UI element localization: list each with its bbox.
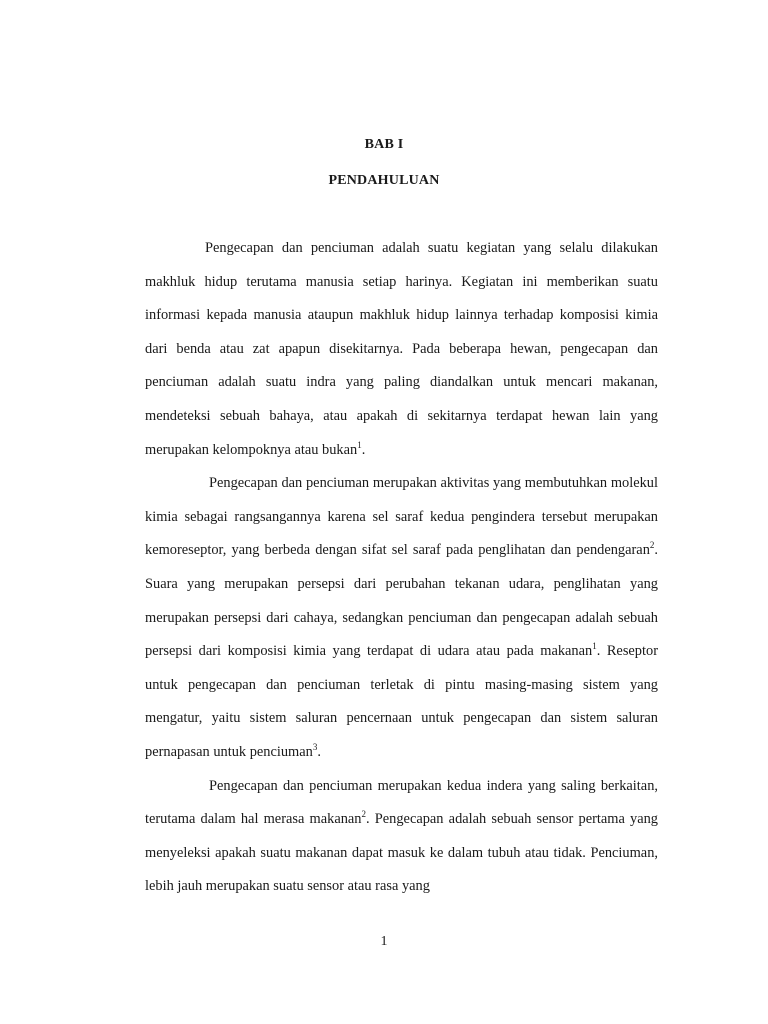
paragraph [145, 770, 658, 904]
paragraph-text: Pengecapan dan penciuman adalah suatu kegiatan yang selalu dilakukan makhluk hidup terutama manusia setiap harinya. Kegiatan ini memberikan suatu informasi kepada manusia ataupun makhluk hidup lainnya terhadap komposisi kimia dari benda atau zat apapun disekitarnya. Pada beberapa hewan, pengecapan dan penciuman adalah suatu indra yang paling diandalkan untuk mencari makanan, mendeteksi sebuah bahaya, atau apakah di sekitarnya terdapat hewan lain yang merupakan kelompoknya atau bukan [145, 240, 658, 458]
chapter-title: PENDAHULUAN [328, 173, 440, 188]
paragraph-text: . [361, 441, 366, 458]
paragraph-text: Pengecapan dan penciuman merupakan aktivitas yang membutuhkan molekul kimia sebagai rangsangannya karena sel saraf kedua pengindera tersebut merupakan kemoreseptor, yang berbeda dengan sifat sel saraf pada penglihatan dan pendengaran [145, 475, 658, 559]
footnote-ref: 2 [361, 809, 366, 820]
footnote-ref: 2 [649, 540, 655, 551]
paragraph [145, 232, 658, 467]
body-text [145, 232, 658, 904]
footnote-ref: 1 [357, 439, 362, 450]
paragraph-text: . Reseptor untuk pengecapan dan penciuman terletak di pintu masing-masing sistem yang mengatur, yaitu sistem saluran pencernaan untuk pengecapan dan sistem saluran pernapasan untuk penciuman [145, 643, 658, 760]
footnote-ref: 3 [312, 742, 318, 753]
paragraph [145, 467, 658, 769]
paragraph-text: . [317, 743, 321, 760]
paragraph-text: Pengecapan dan penciuman merupakan kedua indera yang saling berkaitan, terutama dalam hal merasa makanan [145, 777, 658, 828]
paragraph-text: . Suara yang merupakan persepsi dari perubahan tekanan udara, penglihatan yang merupakan persepsi dari cahaya, sedangkan penciuman dan pengecapan adalah sebuah persepsi dari komposisi kimia yang terdapat di udara atau pada makanan [145, 542, 658, 660]
footnote-ref: 1 [592, 641, 597, 652]
page-number: 1 [380, 934, 388, 949]
paragraph-text: . Pengecapan adalah sebuah sensor pertama yang menyeleksi apakah suatu makanan dapat masuk ke dalam tubuh atau tidak. Penciuman, lebih jauh merupakan suatu sensor atau rasa yang [145, 811, 658, 895]
chapter-label: BAB I [364, 137, 404, 152]
